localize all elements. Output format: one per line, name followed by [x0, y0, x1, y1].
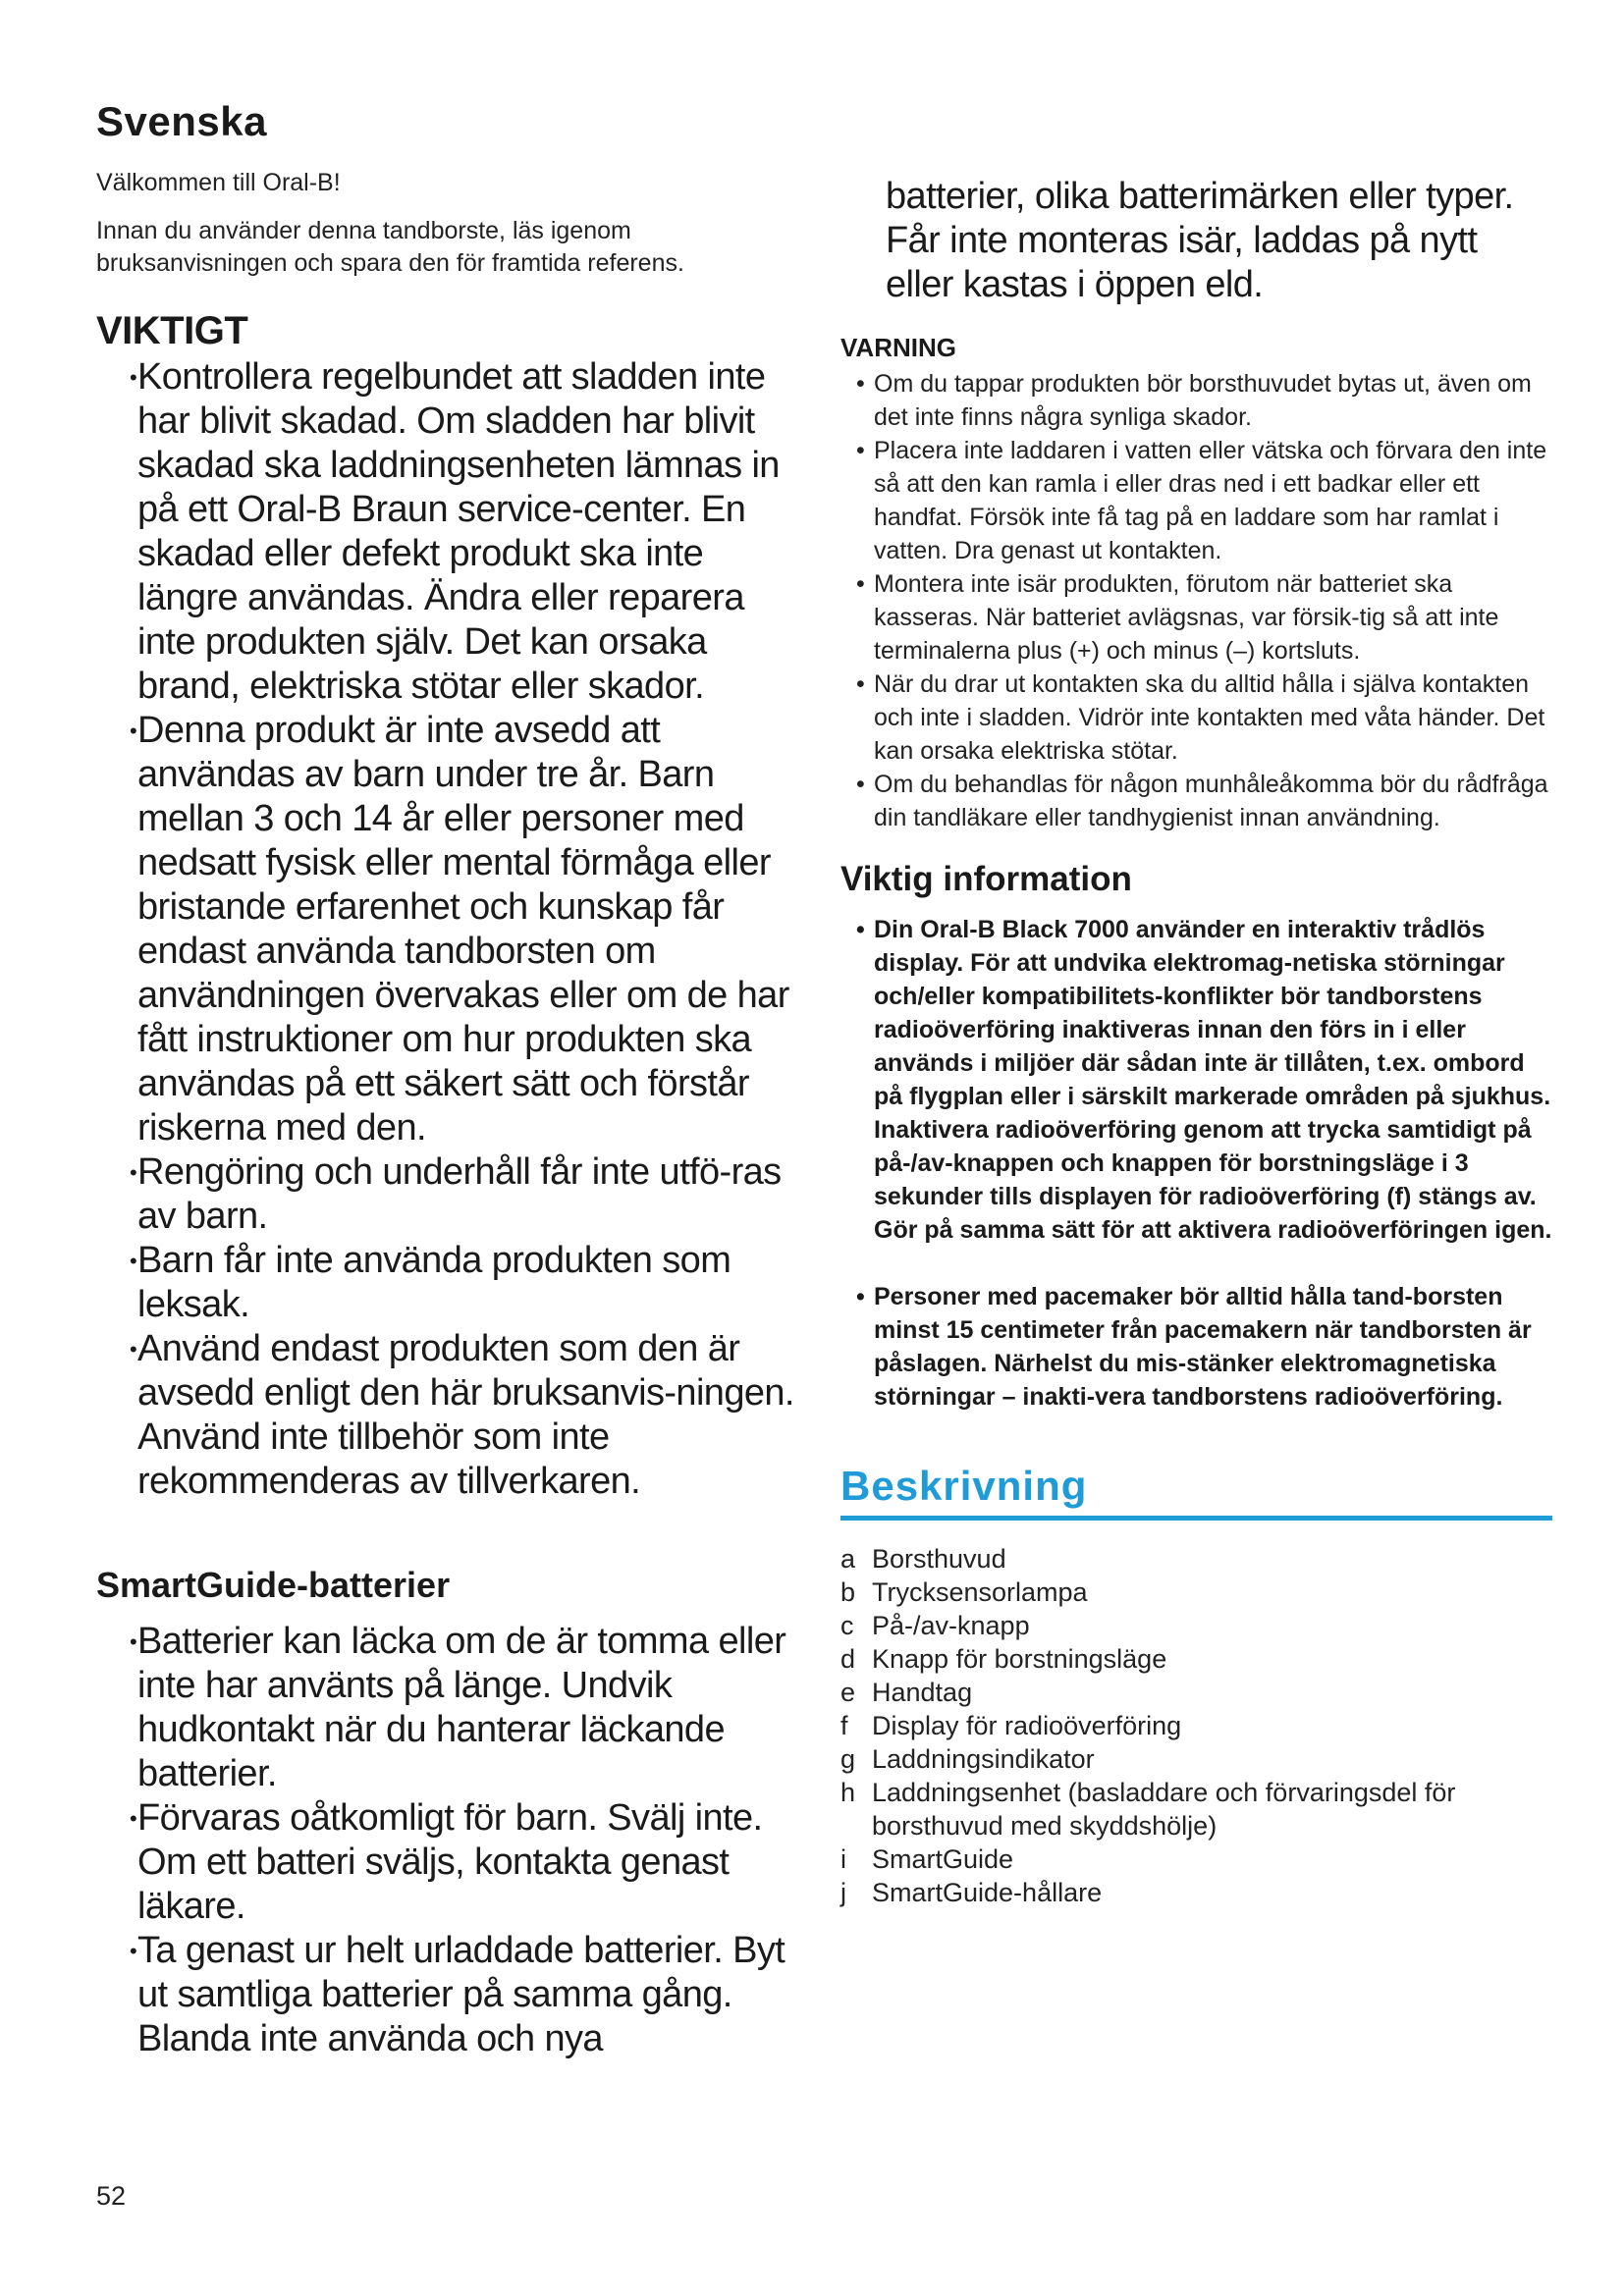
- part-key: h: [840, 1778, 856, 1807]
- part-row: [840, 1575, 1552, 1609]
- important-item: • Barn får inte använda produkten som leksak.: [130, 1240, 731, 1325]
- info-list: [840, 913, 1552, 1414]
- welcome-text: Välkommen till Oral-B!: [96, 169, 341, 196]
- bullet-icon: •: [130, 719, 137, 743]
- part-label: På-/av-knapp: [872, 1611, 1030, 1640]
- warning-list: [840, 367, 1552, 834]
- part-key: g: [840, 1744, 856, 1774]
- left-column: [96, 98, 803, 2061]
- important-item: • Kontrollera regelbundet att sladden inte har blivit skadad. Om sladden har blivit skadad ska laddningsenheten lämnas in på ett Oral-B Braun service-center. En skadad eller defekt produkt ska inte längre användas. Ändra eller reparera inte produkten själv. Det kan orsaka brand, elektriska stötar eller skador.: [130, 356, 780, 707]
- bullet-icon: •: [130, 365, 137, 390]
- warning-item: • När du drar ut kontakten ska du alltid hålla i själva kontakten och inte i sladden. Vidrör inte kontakten med våta händer. Det kan orsaka elektriska stötar.: [840, 667, 1552, 768]
- part-row: [840, 1642, 1552, 1676]
- info-heading: Viktig information: [840, 860, 1132, 898]
- bullet-icon: •: [856, 570, 865, 598]
- part-key: c: [840, 1611, 854, 1640]
- part-label: Handtag: [872, 1678, 973, 1707]
- info-item: • Din Oral-B Black 7000 använder en interaktiv trådlös display. För att undvika elektromag-netiska störningar och/eller kompatibilitets-konflikter bör tandborstens radioöverföring inaktiveras innan den förs in i eller används i miljöer där sådan inte är tillåten, t.ex. ombord på flygplan eller i särskilt markerade områden på sjukhus. Inaktivera radioöverföring genom att trycka samtidigt på på-/av-knappen och knappen för borstningsläge i 3 sekunder tills displayen för radioöverföring (f) stängs av. Gör på samma sätt för att aktivera radioöverföringen igen.: [840, 913, 1552, 1247]
- part-label: Laddningsenhet (basladdare och förvaringsdel för borsthuvud med skyddshölje): [872, 1778, 1456, 1841]
- important-item: • Denna produkt är inte avsedd att användas av barn under tre år. Barn mellan 3 och 14 år eller personer med nedsatt fysisk eller mental förmåga eller bristande erfarenhet och kunskap får endast använda tandborsten om användningen övervakas eller om de har fått instruktioner om hur produkten ska användas på ett säkert sätt och förstår riskerna med den.: [130, 710, 789, 1148]
- smartguide-continuation: [840, 175, 1552, 307]
- warning-item: • Om du tappar produkten bör borsthuvudet bytas ut, även om det inte finns några synliga skador.: [840, 367, 1552, 434]
- important-list: [96, 355, 803, 1504]
- bullet-icon: •: [130, 1806, 137, 1831]
- bullet-icon: •: [856, 670, 865, 698]
- bullet-icon: •: [856, 771, 865, 798]
- part-label: Laddningsindikator: [872, 1744, 1095, 1774]
- part-label: Borsthuvud: [872, 1544, 1006, 1574]
- part-label: SmartGuide-hållare: [872, 1878, 1103, 1907]
- part-label: Trycksensorlampa: [872, 1577, 1088, 1607]
- smartguide-continuation-text: batterier, olika batterimärken eller typer. Får inte monteras isär, laddas på nytt eller kastas i öppen eld.: [886, 176, 1514, 305]
- page-number: 52: [96, 2181, 127, 2211]
- important-item: • Rengöring och underhåll får inte utfö-ras av barn.: [130, 1151, 782, 1237]
- bullet-icon: •: [856, 437, 865, 464]
- bullet-icon: •: [130, 1629, 137, 1654]
- bullet-icon: •: [856, 1283, 865, 1310]
- part-row: [840, 1542, 1552, 1575]
- part-row: [840, 1742, 1552, 1776]
- bullet-icon: •: [130, 1337, 137, 1362]
- part-label: SmartGuide: [872, 1844, 1014, 1874]
- info-item: • Personer med pacemaker bör alltid hålla tand-borsten minst 15 centimeter från pacemakern när tandborsten är påslagen. Närhelst du mis-stänker elektromagnetiska störningar – inakti-vera tandborstens radioöverföring.: [840, 1280, 1552, 1414]
- bullet-icon: •: [856, 916, 865, 943]
- bullet-icon: •: [130, 1249, 137, 1273]
- warning-item: • Placera inte laddaren i vatten eller vätska och förvara den inte så att den kan ramla i eller dras ned i ett badkar eller ett handfat. Försök inte få tag på en laddare som har ramlat i vatten. Dra genast ut kontakten.: [840, 434, 1552, 567]
- smartguide-item: • Ta genast ur helt urladdade batterier. Byt ut samtliga batterier på samma gång. Blanda inte använda och nya: [130, 1930, 785, 2059]
- part-key: a: [840, 1544, 856, 1574]
- part-label: Display för radioöverföring: [872, 1711, 1182, 1740]
- part-label: Knapp för borstningsläge: [872, 1644, 1167, 1674]
- part-row: [840, 1876, 1552, 1909]
- part-row: [840, 1709, 1552, 1742]
- important-heading: VIKTIGT: [96, 309, 248, 352]
- important-item: • Använd endast produkten som den är avsedd enligt den här bruksanvis-ningen. Använd inte tillbehör som inte rekommenderas av tillverkaren.: [130, 1328, 794, 1502]
- warning-item: • Om du behandlas för någon munhåleåkomma bör du rådfråga din tandläkare eller tandhygienist innan användning.: [840, 768, 1552, 834]
- smartguide-item: • Batterier kan läcka om de är tomma eller inte har använts på länge. Undvik hudkontakt när du hanterar läckande batterier.: [130, 1621, 786, 1794]
- part-key: d: [840, 1644, 856, 1674]
- warning-heading: VARNING: [840, 333, 956, 362]
- warning-item: • Montera inte isär produkten, förutom när batteriet ska kasseras. När batteriet avlägsnas, var försik-tig så att inte terminalerna plus (+) och minus (–) kortsluts.: [840, 567, 1552, 667]
- intro-text: Innan du använder denna tandborste, läs igenom bruksanvisningen och spara den för framtida referens.: [96, 217, 684, 277]
- right-column: [840, 175, 1552, 1909]
- bullet-icon: •: [856, 370, 865, 398]
- part-key: i: [840, 1844, 846, 1874]
- part-row: [840, 1842, 1552, 1876]
- part-key: e: [840, 1678, 856, 1707]
- smartguide-list: [96, 1620, 803, 2061]
- smartguide-heading: SmartGuide-batterier: [96, 1565, 451, 1605]
- smartguide-item: • Förvaras oåtkomligt för barn. Svälj inte. Om ett batteri sväljs, kontakta genast läkare.: [130, 1797, 763, 1927]
- part-key: b: [840, 1577, 856, 1607]
- description-heading: Beskrivning: [840, 1463, 1552, 1521]
- parts-list: [840, 1542, 1552, 1909]
- part-key: f: [840, 1711, 848, 1740]
- part-row: [840, 1776, 1552, 1842]
- language-title: Svenska: [96, 98, 267, 144]
- part-row: [840, 1609, 1552, 1642]
- bullet-icon: •: [130, 1160, 137, 1185]
- part-key: j: [840, 1878, 846, 1907]
- part-row: [840, 1676, 1552, 1709]
- bullet-icon: •: [130, 1939, 137, 1963]
